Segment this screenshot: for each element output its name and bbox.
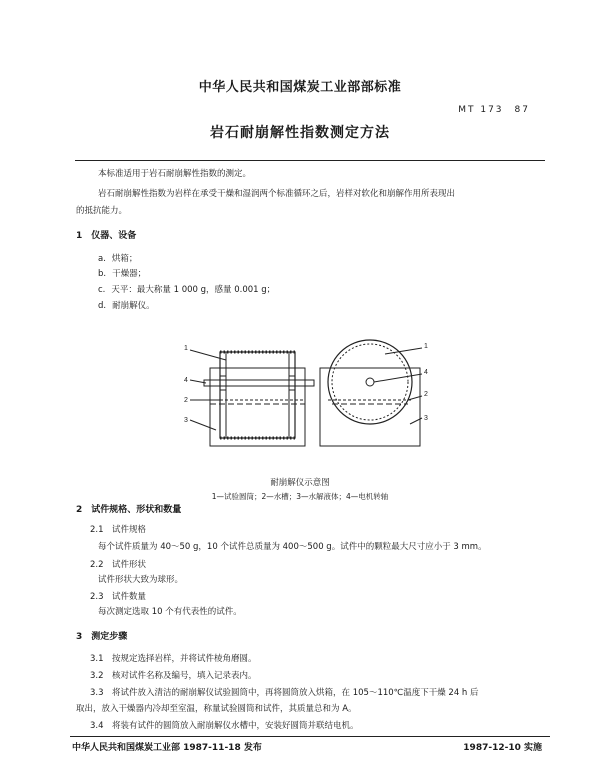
list-item-label: b. <box>98 269 107 279</box>
header-divider <box>75 160 545 161</box>
callout-label: 2 <box>184 397 188 404</box>
callout-label: 1 <box>184 345 188 352</box>
step-3-1: 3.1 按规定选择岩样，并将试件棱角磨圆。 <box>90 654 257 664</box>
callout-label: 4 <box>184 377 188 384</box>
list-item <box>98 251 137 267</box>
callout-label: 2 <box>424 391 428 398</box>
list-item-label: d. <box>98 301 107 311</box>
intro-paragraph-1: 本标准适用于岩石耐崩解性指数的测定。 <box>98 169 252 179</box>
section-1-heading: 1 仪器、设备 <box>76 231 137 241</box>
subsection-2-3-text: 每次测定选取 10 个有代表性的试件。 <box>98 607 242 617</box>
subsection-2-2-text: 试件形状大致为球形。 <box>98 575 184 585</box>
water-tank-end <box>320 368 420 446</box>
callout-label: 3 <box>424 415 428 422</box>
subsection-2-1-heading: 2.1 试件规格 <box>90 525 147 535</box>
callout-label: 1 <box>424 343 428 350</box>
motor-shaft-end <box>366 378 374 386</box>
figure-caption: 耐崩解仪示意图 <box>270 478 330 488</box>
section-3-heading: 3 测定步骤 <box>76 632 128 642</box>
list-item-text: 干燥器； <box>112 269 147 279</box>
list-item <box>98 282 275 298</box>
slake-durability-apparatus-diagram <box>170 338 440 458</box>
test-drum-side <box>220 352 295 438</box>
intro-paragraph-2-cont: 的抵抗能力。 <box>76 206 128 216</box>
effective-date: 1987-12-10 实施 <box>463 743 542 753</box>
standard-code: MT 173 87 <box>458 105 530 115</box>
footer-divider <box>70 736 550 737</box>
document-title: 岩石耐崩解性指数测定方法 <box>210 125 390 141</box>
intro-paragraph-2: 岩石耐崩解性指数为岩样在承受干燥和湿润两个标准循环之后，岩样对软化和崩解作用所表现出 <box>98 189 456 199</box>
callout-label: 3 <box>184 417 188 424</box>
list-item-text: 天平：最大称量 1 000 g，感量 0.001 g； <box>111 285 276 295</box>
test-drum-end <box>328 340 412 424</box>
step-3-4: 3.4 将装有试件的圆筒放入耐崩解仪水槽中，安装好圆筒并联结电机。 <box>90 721 359 731</box>
subsection-2-1-text: 每个试件质量为 40～50 g，10 个试件总质量为 400～500 g。试件中的颗粒最大尺寸应小于 3 mm。 <box>98 542 487 552</box>
callout-label: 4 <box>424 369 428 376</box>
subsection-2-3-heading: 2.3 试件数量 <box>90 592 147 602</box>
list-item-label: a. <box>98 254 106 264</box>
list-item-text: 耐崩解仪。 <box>112 301 155 311</box>
step-3-3: 3.3 将试件放入清洁的耐崩解仪试验圆筒中，再将圆筒放入烘箱，在 105～110℃温度下干燥 24 h 后 <box>90 688 479 698</box>
subsection-2-2-heading: 2.2 试件形状 <box>90 560 147 570</box>
issue-date: 中华人民共和国煤炭工业部 1987-11-18 发布 <box>72 743 262 753</box>
standard-org-title: 中华人民共和国煤炭工业部部标准 <box>198 80 402 95</box>
step-3-2: 3.2 核对试件名称及编号，填入记录表内。 <box>90 671 257 681</box>
figure-legend: 1—试验圆筒；2—水槽；3—水解液体；4—电机转轴 <box>211 492 389 501</box>
step-3-3-cont: 取出，放入干燥器内冷却至室温，称量试验圆筒和试件，其质量总和为 A。 <box>76 704 357 714</box>
list-item <box>98 266 146 282</box>
list-item-text: 烘箱； <box>111 254 138 264</box>
list-item-label: c. <box>98 285 106 295</box>
list-item <box>98 298 155 314</box>
section-2-heading: 2 试件规格、形状和数量 <box>76 505 182 515</box>
